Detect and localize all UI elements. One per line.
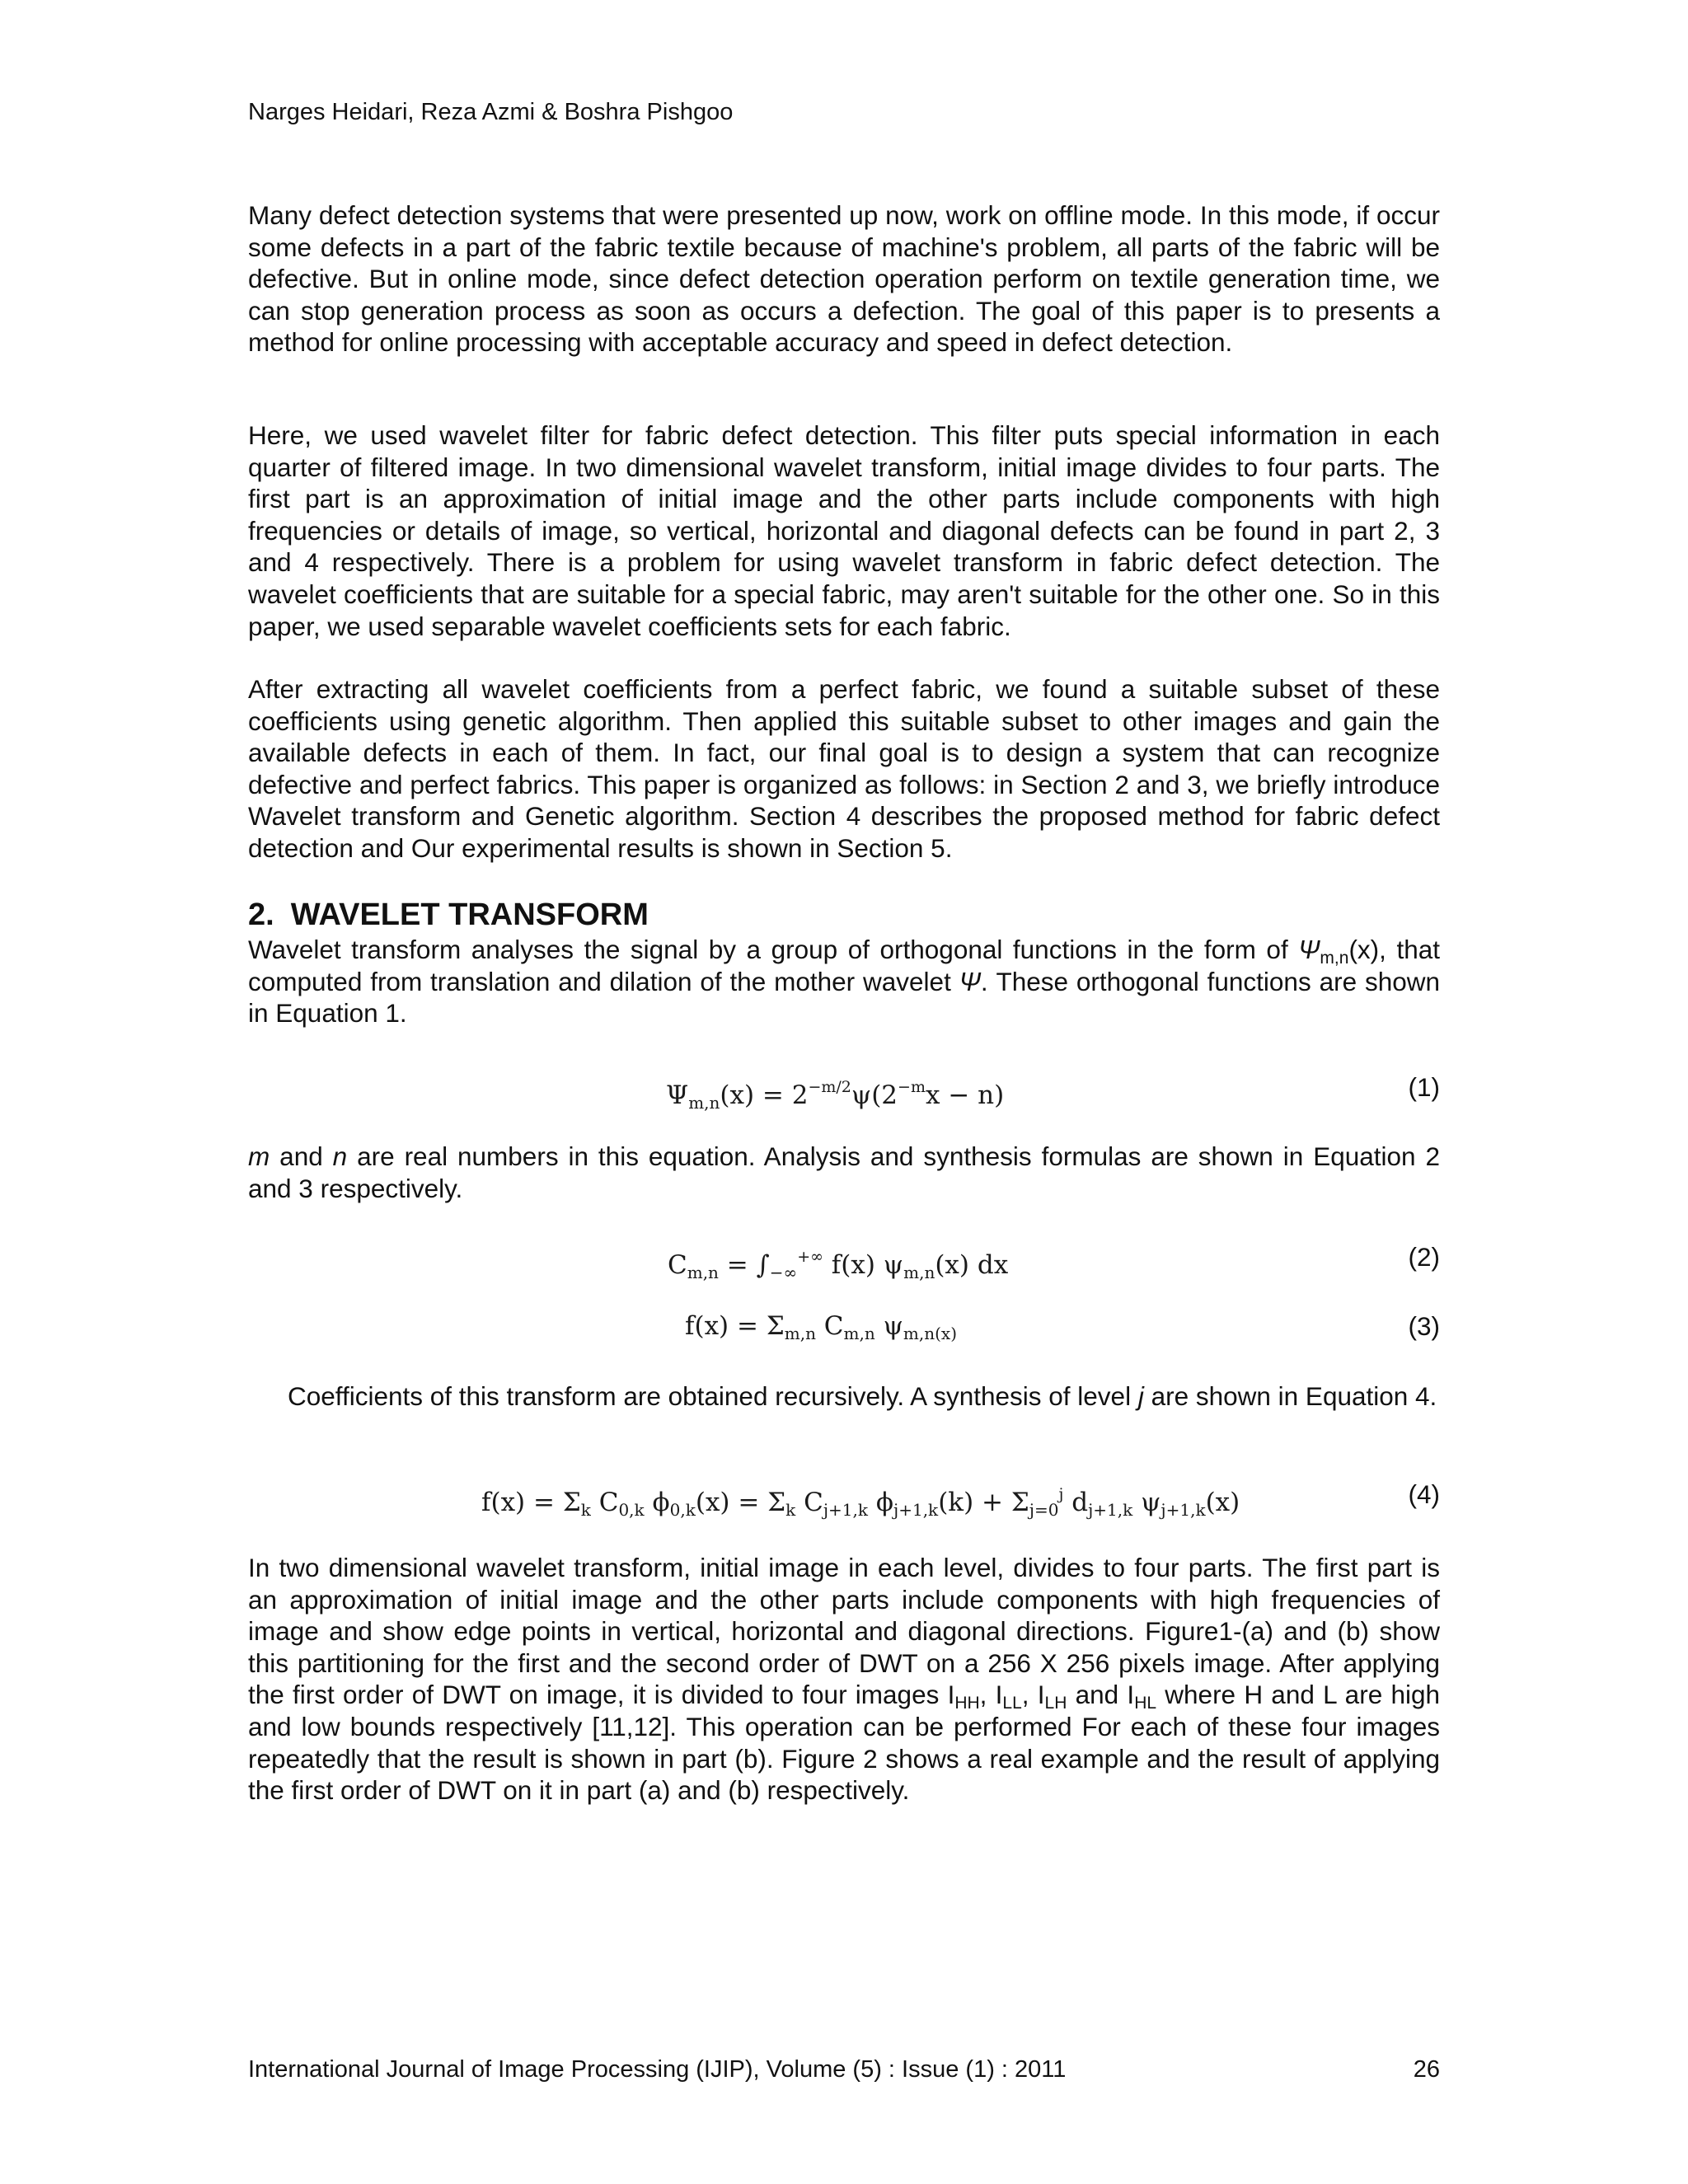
equation-1 (248, 1068, 1440, 1114)
equation-2-body: $C_{m,n} = \int_{-\infty}^{+\infty}$ f(x) $\psi_{m,n}(x)$ dx (668, 1248, 1009, 1282)
paragraph-m-n-real (248, 1141, 1440, 1204)
subscript: HL (1134, 1694, 1157, 1713)
equation-4-body: $f(x) = \Sigma_k$ $C_{0,k}$ $\phi_{0,k}(x) = \Sigma_k$ $C_{j+1,k}$ $\phi_{j+1,k}(k) + \Sigma_{j=0}^j$ $d_{j+1,k}$ $\psi_{j+1,k}(x)$ (481, 1485, 1240, 1520)
equation-3 (248, 1307, 1440, 1353)
paragraph-intro-offline-mode: Many defect detection systems that were presented up now, work on offline mode. In this mode, if occur some defects in a part of the fabric textile because of machine's problem, all parts of the fabric will be defective. But in online mode, since defect detection operation perform on textile generation time, we can stop generation process as soon as occurs a defection. The goal of this paper is to presents a method for online processing with acceptable accuracy and speed in defect detection. (248, 200, 1440, 358)
text-run: (x), that computed from translation and dilation of the mother wavelet (248, 935, 1440, 996)
text-run: Wavelet transform analyses the signal by a group of orthogonal functions in the form of (248, 935, 1299, 964)
text-run: , I (979, 1680, 1003, 1710)
text-run: . These orthogonal functions are shown in Equation 1. (248, 966, 1441, 1029)
equation-1-number: (1) (1408, 1072, 1440, 1102)
text-run: and I (1067, 1680, 1135, 1710)
text-run: In two dimensional wavelet transform, initial image in each level, divides to four parts. The first part is an approximation of initial image and the other parts include components with high frequencies of image and show edge points in vertical, horizontal and diagonal directions. Figure1-(a) and (b) show this partitioning for the first and the second order of DWT on a 256 X 256 pixels image. After applying the first order of DWT on image, it is divided to four images I (248, 1553, 1440, 1710)
variable-m: m (248, 1141, 270, 1171)
equation-2-number: (2) (1408, 1242, 1440, 1272)
equation-2 (248, 1238, 1440, 1284)
subscript: LL (1002, 1694, 1022, 1713)
equation-4-number: (4) (1408, 1479, 1440, 1509)
text-run: are shown in Equation 4. (1143, 1381, 1437, 1411)
paragraph-wavelet-definition (248, 934, 1440, 1029)
subscript: LH (1044, 1694, 1067, 1713)
paragraph-recursive-coefficients (248, 1380, 1440, 1413)
subscript: HH (954, 1694, 980, 1713)
variable-j: j (1137, 1381, 1144, 1411)
running-head-authors: Narges Heidari, Reza Azmi & Boshra Pishgoo (248, 99, 734, 125)
equation-1-body: $\Psi_{m,n}(x) = 2^{-m/2}\psi(2^{-m}x - n)$ (666, 1078, 1005, 1113)
page-number: 26 (1413, 2056, 1440, 2083)
text-run: are real numbers in this equation. Analysis and synthesis formulas are shown in Equation 2 and 3 respectively. (248, 1141, 1440, 1203)
variable-n: n (332, 1141, 348, 1171)
text-run: where H and L are high and low bounds respectively [11,12]. This operation can be performed For each of these four images repeatedly that the result is shown in part (b). Figure 2 shows a real example and the result of applying the first order of DWT on it in part (a) and (b) respectively. (248, 1680, 1441, 1806)
equation-4 (248, 1475, 1440, 1521)
text-run: and (270, 1141, 333, 1171)
paragraph-dwt-partitioning (248, 1552, 1440, 1807)
section-title: WAVELET TRANSFORM (290, 898, 649, 932)
subscript: m,n (1320, 949, 1349, 968)
paragraph-genetic-algorithm: After extracting all wavelet coefficients from a perfect fabric, we found a suitable subset of these coefficients using genetic algorithm. Then applied this suitable subset to other images and gain the available defects in each of them. In fact, our final goal is to design a system that can recognize defective and perfect fabrics. This paper is organized as follows: in Section 2 and 3, we briefly introduce Wavelet transform and Genetic algorithm. Section 4 describes the proposed method for fabric defect detection and Our experimental results is shown in Section 5. (248, 674, 1440, 863)
equation-3-number: (3) (1408, 1311, 1440, 1341)
page-footer (248, 2055, 1440, 2084)
section-heading (248, 897, 649, 933)
equation-3-body: $f(x) = \Sigma_{m,n}$ $C_{m,n}$ $\psi_{m,n(x)}$ (685, 1311, 957, 1343)
text-run: , I (1021, 1680, 1045, 1710)
paragraph-wavelet-filter: Here, we used wavelet filter for fabric defect detection. This filter puts special information in each quarter of filtered image. In two dimensional wavelet transform, initial image divides to four parts. The first part is an approximation of initial image and the other parts include components with high frequencies or details of image, so vertical, horizontal and diagonal defects can be found in part 2, 3 and 4 respectively. There is a problem for using wavelet transform in fabric defect detection. The wavelet coefficients that are suitable for a special fabric, may aren't suitable for the other one. So in this paper, we used separable wavelet coefficients sets for each fabric. (248, 420, 1440, 641)
psi-symbol: Ψ (1298, 935, 1320, 964)
psi-symbol: Ψ (959, 966, 981, 996)
footer-journal: International Journal of Image Processing (IJIP), Volume (5) : Issue (1) : 2011 (248, 2056, 1067, 2083)
text-run: Coefficients of this transform are obtained recursively. A synthesis of level (288, 1381, 1138, 1411)
section-number: 2. (248, 898, 274, 932)
